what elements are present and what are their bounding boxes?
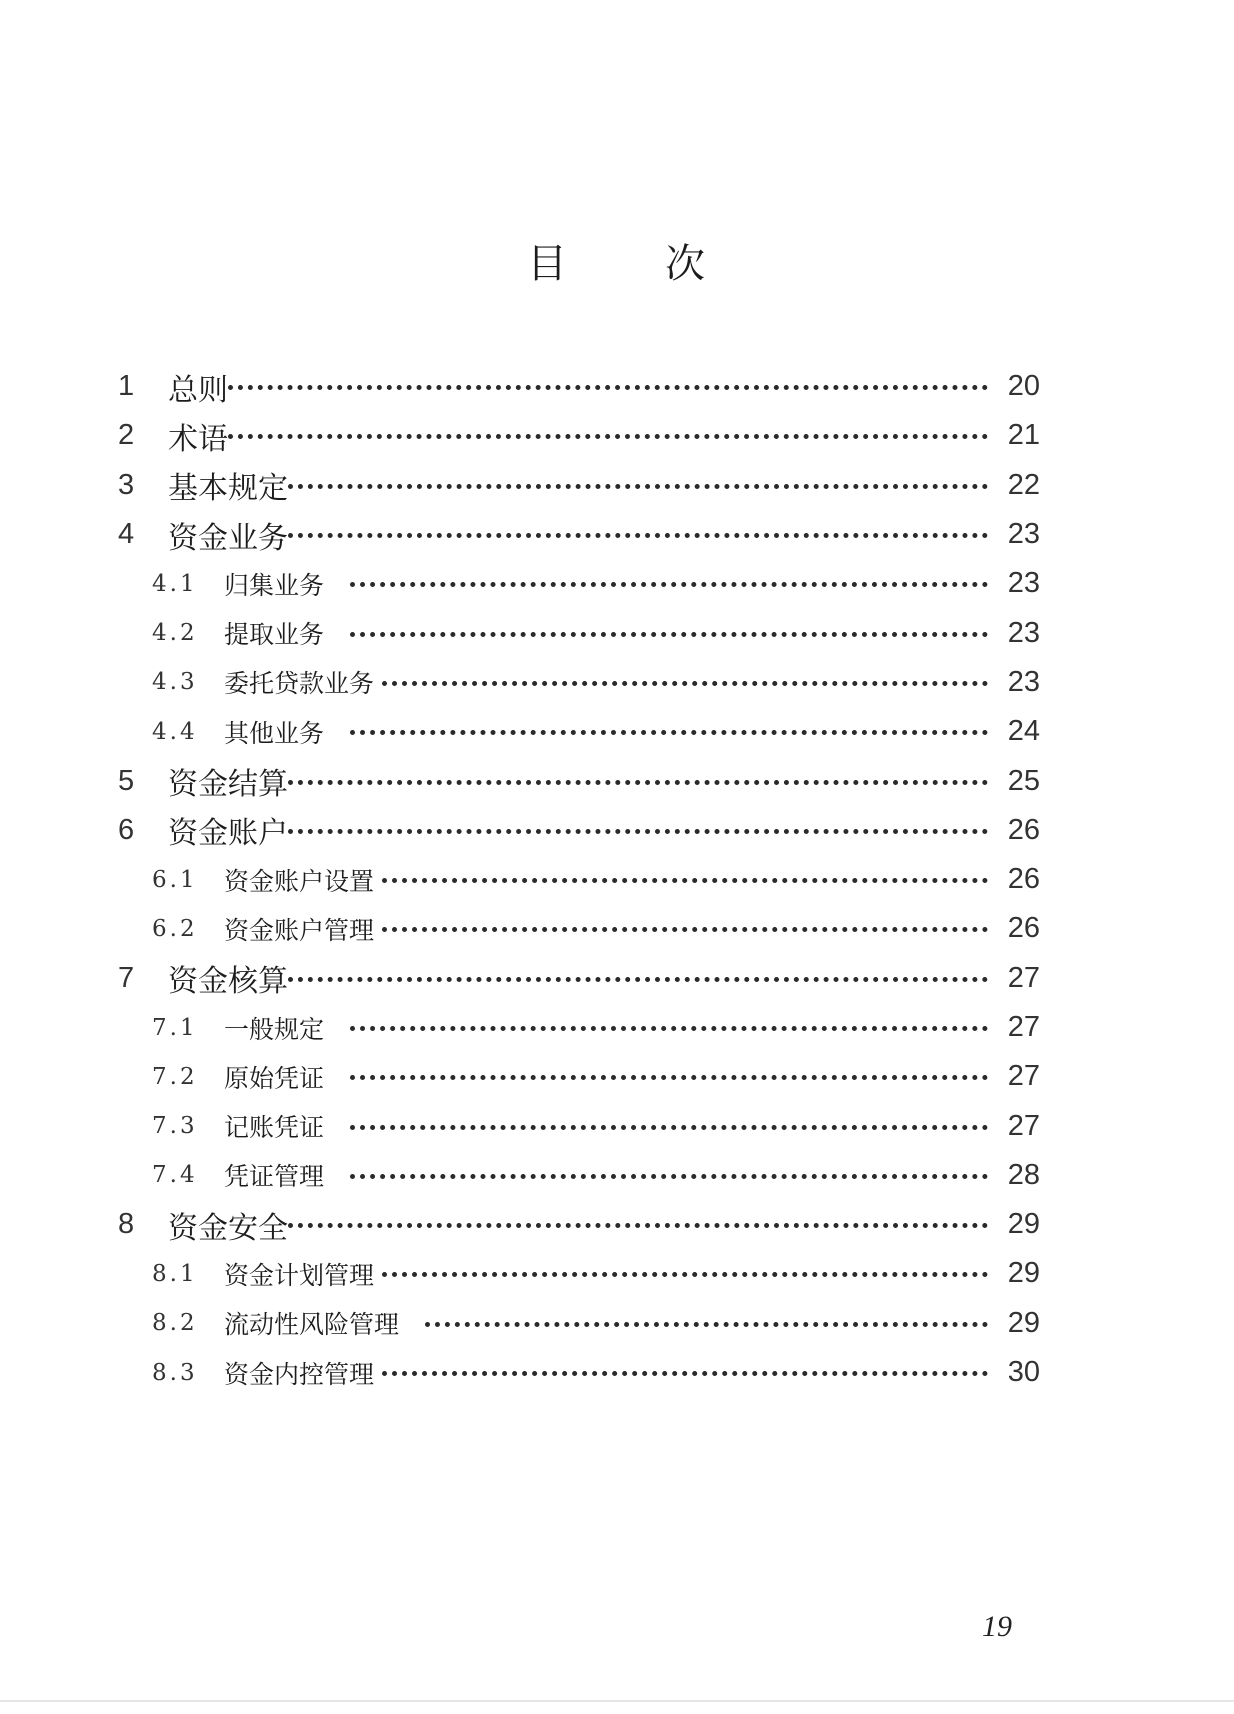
toc-heading-right: 次: [665, 241, 707, 287]
subsection-title: 一般规定: [224, 1014, 325, 1044]
subsection-number: 6.1: [152, 866, 198, 893]
dot-leader: [350, 704, 988, 735]
section-number: 7: [118, 961, 135, 994]
subsection-title: 凭证管理: [224, 1162, 325, 1192]
page-reference: 29: [1007, 1208, 1040, 1241]
subsection-title: 记账凭证: [224, 1113, 325, 1143]
subsection-number: 7.1: [152, 1014, 198, 1041]
toc-subentry[interactable]: [118, 707, 1040, 756]
dot-leader: [288, 1197, 988, 1228]
page-reference: 30: [1007, 1356, 1040, 1389]
section-number: 6: [118, 813, 135, 846]
toc-subentry[interactable]: [118, 658, 1040, 707]
toc-entry[interactable]: [118, 510, 1040, 559]
section-number: 4: [118, 518, 135, 551]
subsection-number: 7.2: [152, 1063, 198, 1090]
page-reference: 22: [1007, 468, 1040, 501]
dot-leader: [228, 359, 988, 390]
table-of-contents: [118, 362, 1040, 1397]
toc-subentry[interactable]: [118, 904, 1040, 953]
dot-leader: [288, 458, 988, 489]
toc-entry[interactable]: [118, 362, 1040, 411]
dot-leader: [288, 507, 988, 538]
subsection-title: 资金账户设置: [224, 866, 375, 896]
subsection-number: 4.3: [152, 669, 198, 696]
page-reference: 26: [1007, 863, 1040, 896]
page-reference: 29: [1007, 1257, 1040, 1290]
dot-leader: [350, 1000, 988, 1031]
page-reference: 27: [1007, 1011, 1040, 1043]
section-title: 资金结算: [168, 767, 288, 803]
subsection-number: 6.2: [152, 915, 198, 942]
subsection-title: 资金内控管理: [224, 1359, 375, 1389]
page-reference: 23: [1007, 616, 1040, 649]
subsection-title: 归集业务: [224, 570, 325, 600]
subsection-number: 8.2: [152, 1310, 198, 1337]
subsection-title: 资金账户管理: [224, 915, 375, 945]
page-reference: 21: [1007, 419, 1040, 452]
dot-leader: [382, 1246, 988, 1277]
page-reference: 29: [1007, 1306, 1040, 1339]
subsection-number: 8.1: [152, 1260, 198, 1287]
page-number: 19: [982, 1610, 1012, 1643]
subsection-number: 4.1: [152, 570, 198, 597]
subsection-title: 流动性风险管理: [224, 1310, 400, 1340]
toc-heading: [0, 232, 1234, 289]
subsection-number: 7.3: [152, 1113, 198, 1140]
toc-entry[interactable]: [118, 806, 1040, 855]
section-title: 总则: [168, 372, 228, 408]
section-number: 3: [118, 468, 135, 501]
dot-leader: [382, 852, 988, 883]
toc-subentry[interactable]: [118, 1249, 1040, 1298]
toc-entry[interactable]: [118, 411, 1040, 460]
page-reference: 24: [1007, 715, 1040, 748]
page-reference: 27: [1007, 961, 1040, 994]
subsection-title: 其他业务: [224, 718, 325, 748]
page-reference: 27: [1007, 1060, 1040, 1093]
dot-leader: [350, 556, 988, 587]
toc-subentry[interactable]: [118, 608, 1040, 657]
section-number: 1: [118, 370, 135, 403]
section-title: 资金核算: [168, 964, 288, 1000]
subsection-number: 4.2: [152, 620, 198, 647]
section-title: 资金安全: [168, 1210, 288, 1246]
toc-subentry[interactable]: [118, 1052, 1040, 1101]
section-number: 8: [118, 1208, 135, 1241]
toc-subentry[interactable]: [118, 559, 1040, 608]
section-title: 基本规定: [168, 471, 288, 507]
dot-leader: [288, 754, 988, 785]
toc-subentry[interactable]: [118, 1003, 1040, 1052]
dot-leader: [382, 1345, 988, 1376]
section-number: 5: [118, 764, 135, 797]
page-reference: 23: [1007, 518, 1040, 551]
section-title: 术语: [168, 421, 228, 457]
page-reference: 20: [1007, 370, 1040, 403]
page-reference: 26: [1007, 813, 1040, 846]
dot-leader: [350, 1148, 988, 1179]
page-reference: 26: [1007, 912, 1040, 945]
dot-leader: [350, 1049, 988, 1080]
page-reference: 28: [1007, 1158, 1040, 1191]
section-number: 2: [118, 419, 135, 452]
subsection-number: 7.4: [152, 1162, 198, 1189]
subsection-title: 委托贷款业务: [224, 669, 375, 699]
dot-leader: [228, 408, 988, 439]
dot-leader: [288, 951, 988, 982]
page-reference: 23: [1007, 567, 1040, 600]
page-bottom-edge: [0, 1700, 1234, 1702]
dot-leader: [382, 901, 988, 932]
page-reference: 27: [1007, 1109, 1040, 1142]
subsection-number: 8.3: [152, 1359, 198, 1386]
subsection-number: 4.4: [152, 718, 198, 745]
page-reference: 25: [1007, 764, 1040, 797]
toc-entry[interactable]: [118, 1200, 1040, 1249]
toc-subentry[interactable]: [118, 1299, 1040, 1348]
toc-subentry[interactable]: [118, 855, 1040, 904]
page-reference: 23: [1007, 665, 1040, 698]
dot-leader: [382, 655, 988, 686]
dot-leader: [350, 1099, 988, 1130]
section-title: 资金业务: [168, 520, 288, 556]
toc-subentry[interactable]: [118, 1348, 1040, 1397]
toc-entry[interactable]: [118, 954, 1040, 1003]
toc-subentry[interactable]: [118, 1101, 1040, 1150]
toc-heading-left: 目: [527, 241, 569, 287]
toc-entry[interactable]: [118, 461, 1040, 510]
dot-leader: [425, 1296, 988, 1327]
subsection-title: 原始凭证: [224, 1063, 325, 1093]
subsection-title: 资金计划管理: [224, 1260, 375, 1290]
toc-entry[interactable]: [118, 756, 1040, 805]
dot-leader: [288, 803, 988, 834]
toc-subentry[interactable]: [118, 1151, 1040, 1200]
subsection-title: 提取业务: [224, 620, 325, 650]
dot-leader: [350, 606, 988, 637]
section-title: 资金账户: [168, 816, 288, 852]
